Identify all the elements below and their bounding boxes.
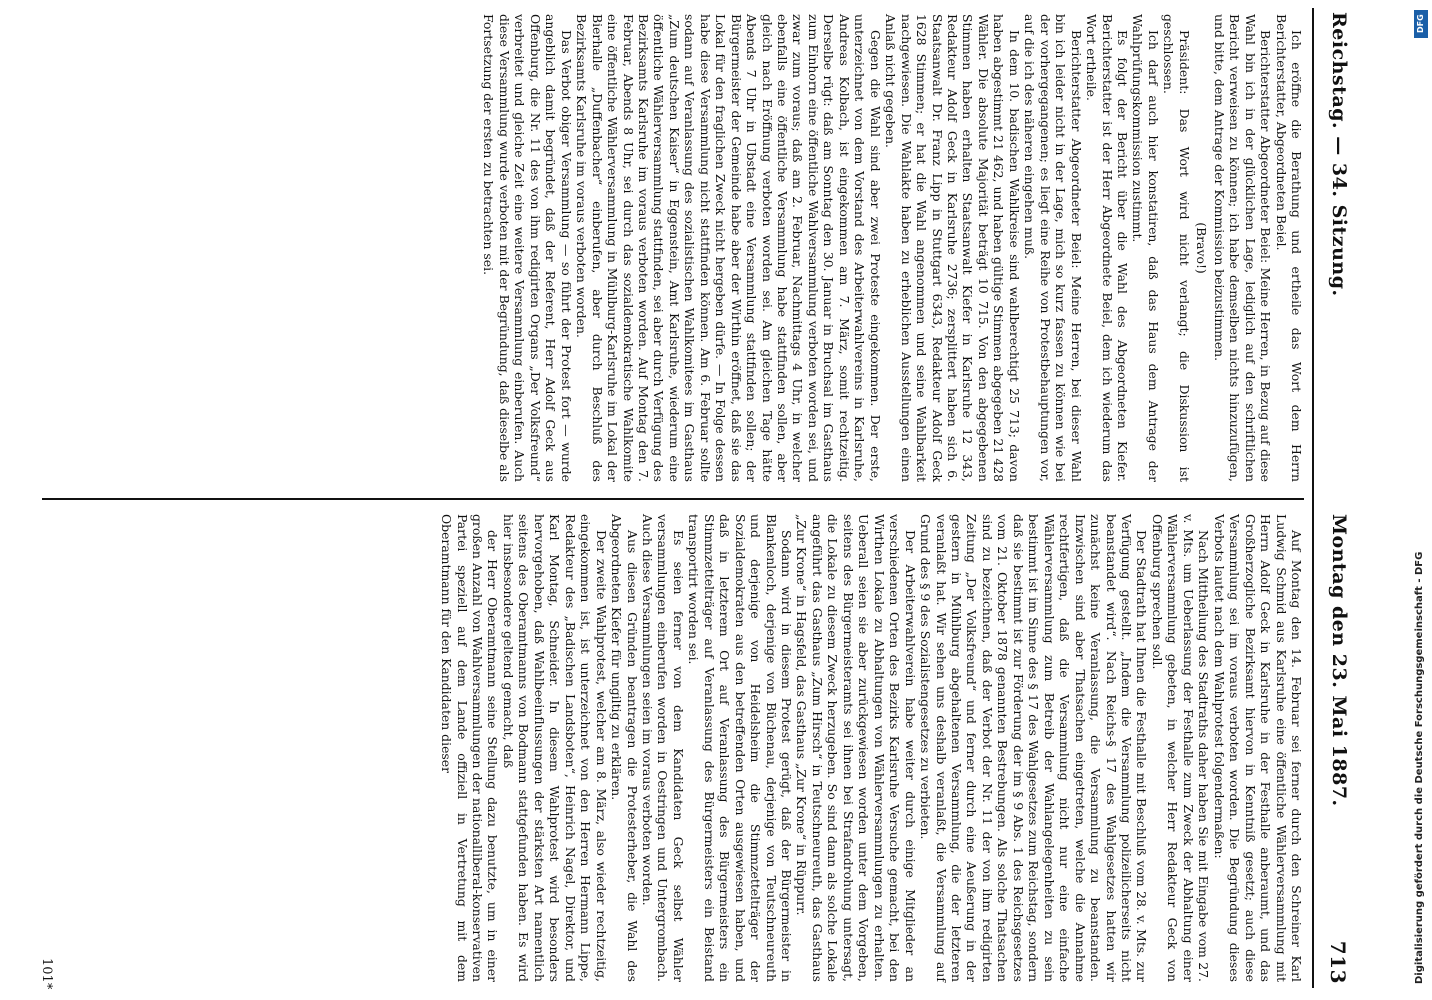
paragraph: Sodann wird in diesem Protest gerügt, daß der Bürgermeister in Blankenloch, derjenige von Büchenau, derjenige von Teutschneureuth und derjenige von Heidelsheim die Stimmzettelträger der Sozialdemokraten aus den betreffenden Orten ausgewiesen haben, und daß in letzterem Ort auf Veranlassung des Bürgermeisters ein Stimmzettelträger auf Veranlassung des Bürgermeisters ein Beistand transportirt worden sei. — [686, 514, 795, 982]
signature-mark: 101* — [39, 958, 54, 990]
paragraph: Berichterstatter Abgeordneter Beiel: Meine Herren, bei dieser Wahl bin ich leider nicht in der Lage, mich so kurz fassen zu können wie bei der vorhergegangenen; es liegt eine Reihe von Protestbehauptungen vor, auf die ich des näheren eingehen muß. — [1022, 14, 1084, 482]
dfg-funding-note: Digitalisierung gefördert durch die Deutsche Forschungsgemeinschaft - DFG — [1414, 551, 1425, 984]
paragraph: Es seien ferner von dem Kandidaten Geck selbst Wähler versammlungen einberufen worden in Oestringen und Untergrombach. Auch diese Versammlungen seien im voraus verboten worden. — [639, 514, 686, 982]
paragraph: Aus diesen Gründen beantragen die Protesterheber, die Wahl des Abgeordneten Kiefer für ungiltig zu erklären. — [609, 514, 640, 982]
header-rule — [1312, 8, 1314, 988]
dfg-sidebar — [1414, 10, 1428, 990]
paragraph: Auf Montag den 14. Februar sei ferner durch den Schreiner Karl Ludwig Schmid aus Karlsruhe eine öffentliche Wählerversammlung mit Herrn Adolf Geck in Karlsruhe in der Festhalle anberaumt, und das Großherzogliche Bezirksamt hiervon in Kenntniß gesetzt; auch diese Versammlung sei im voraus verboten worden. Die Begründung dieses Verbots lautet nach dem Wahlprotest folgendermaßen: — [1211, 514, 1304, 982]
left-column — [481, 14, 1304, 482]
column-divider — [42, 498, 1304, 500]
paragraph: Es folgt der Bericht über die Wahl des Abgeordneten Kiefer. Berichterstatter ist der Herr Abgeordnete Beiel, dem ich wiederum das Wort ertheile. — [1084, 14, 1131, 482]
paragraph: Das Verbot obiger Versammlung — so führt der Protest fort — wurde angeblich damit begründet, daß der Referent, Herr Adolf Geck aus Offenburg, die Nr. 11 des von ihm redigirten Organs „Der Volksfreund“ verbreitet und gleiche Zeit eine weitere Versammlung einberufen. Auch diese Versammlung wurde verboten mit der Begründung, daß dieselbe als Fortsetzung der ersten zu betrachten sei. — [481, 14, 574, 482]
paragraph: In dem 10. badischen Wahlkreise sind wahlberechtigt 25 713; davon haben abgestimmt 21 462, und haben gültige Stimmen abgegeben 21 428 Wähler. Die absolute Majorität beträgt 10 715. Von den abgegebenen Stimmen haben erhalten Staatsanwalt Kiefer in Karlsruhe 12 343, Redakteur Adolf Geck in Karlsruhe 2736; zersplittert haben sich 6. Staatsanwalt Dr. Franz Lipp in Stuttgart 6343, Redakteur Adolf Geck 1628 Stimmen; er hat die Wahl angenommen und seine Wahlbarkeit nachgewiesen. Die Wahlakte haben zu erheblichen Ausstellungen einen Anlaß nicht gegeben. — [883, 14, 1022, 482]
paragraph: Der Stadtrath hat Ihnen die Festhalle mit Beschluß vom 28. v. Mts. zur Verfügung gestellt. „Indem die Versammlung polizeilicherseits nicht beanstandet wird“. Nach Reichs-§ 17 des Wahlgesetzes hatten wir zunächst keine Veranlassung, die Versammlung zu beanstanden. Inzwischen sind aber Thatsachen eingetreten, welche die Annahme rechtfertigen, daß die Versammlung nicht nur eine einfache Wählerversammlung zum Betreib der Wahlangelegenheiten zu sein bestimmt ist im Sinne des § 17 des Wahlgesetzes zum Reichstag, sondern daß sie bestimmt ist zur Förderung der im § 9 Abs. 1 des Reichsgesetzes vom 21. Oktober 1878 genannten Bestrebungen. Als solche Thatsachen sind zu bezeichnen, daß der Verbot der Nr. 11 der von ihm redigirten Zeitung „Der Volksfreund“ und ferner durch eine Aeußerung in der gestern in Mühlburg abgehaltenen Versammlung, die der letzteren veranlaßt hat. Wir sehen uns deshalb veranlaßt, die Versammlung auf Grund des § 9 des Sozialistengesetzes zu verbieten. — [918, 514, 1150, 982]
paragraph: Nach Mittheilung des Stadtraths daher haben Sie mit Eingabe vom 27. v. Mts. um Ueberlassung der Festhalle zum Zweck der Abhaltung einer Wählerversammlung gebeten, in welcher Herr Redakteur Geck von Offenburg sprechen soll. — [1149, 514, 1212, 982]
paragraph: Der zweite Wahlprotest, welcher am 8. März, also wieder rechtzeitig, eingekommen ist, ist unterzeichnet von den Herren Hermann Lippe, Redakteur des „Badischen Landsboten“, Heinrich Nagel, Direktor, und Karl Montag, Schneider. In diesem Wahlprotest wird besonders hervorgehoben, daß Wahlbeeinflussungen der stärksten Art namentlich seitens des Oberamtmanns von Bodmann stattgefunden haben. Es wird hier insbesondere geltend gemacht, daß — [500, 514, 609, 982]
header-session-title: Reichstag. — 34. Sitzung. — [1328, 12, 1350, 297]
paragraph: Präsident: Das Wort wird nicht verlangt; die Diskussion ist geschlossen. — [1161, 14, 1192, 482]
paragraph: der Herr Oberamtmann seine Stellung dazu benutzte, um in einer großen Anzahl von Wahlversammlungen der nationalliberal-konservativen Partei speziell auf dem Lande offiziell in Vertretung mit dem Oberamtmann für den Kandidaten dieser — [439, 514, 501, 982]
header-date: Montag den 23. Mai 1887. — [1328, 514, 1350, 807]
paragraph: Ich eröffne die Berathung und ertheile das Wort dem Herrn Berichterstatter, Abgeordneten Beiel. — [1273, 14, 1304, 482]
right-column — [439, 514, 1304, 982]
rotated-paper — [28, 8, 1358, 988]
page-number: 713 — [1326, 940, 1350, 984]
running-header — [1314, 8, 1358, 988]
dfg-logo: DFG — [1414, 10, 1428, 38]
paragraph: Der Arbeiterwahlverein habe weiter durch einige Mitglieder an verschiedenen Orten des Bezirks Karlsruhe Versuche gemacht, bei den Wirthen Lokale zu Abhaltungen von Wählerversammlungen zu erhalten. Ueberall seien sie aber zurückgewiesen worden unter dem Vorgeben, seitens des Bürgermeisteramts sei ihnen bei Strafandrohung untersagt, die Lokale zu diesem Zweck herzugeben. So sind dann als solche Lokale angeführt das Gasthaus „Zum Hirsch“ in Teutschneureuth, das Gasthaus „Zur Krone“ in Hagsfeld, das Gasthaus „Zur Krone“ in Rüppurr. — [794, 514, 918, 982]
paragraph: Berichterstatter Abgeordneter Beiel: Meine Herren, in Bezug auf diese Wahl bin ich in der glücklichen Lage, lediglich auf den schriftlichen Bericht verweisen zu können; ich habe demselben nichts hinzuzufügen, und bitte, dem Antrage der Kommission beizustimmen. — [1211, 14, 1274, 482]
paragraph: Gegen die Wahl sind aber zwei Proteste eingekommen. Der erste, unterzeichnet von dem Vorstand des Arbeiterwahlvereins in Karlsruhe, Andreas Kolbach, ist eingekommen am 7. März, somit rechtzeitig. Derselbe rügt: daß am Sonntag den 30. Januar in Bruchsal im Gasthaus zum Einhorn eine öffentliche Wahlversammlung verboten worden sei, und zwar zum voraus; daß am 2. Februar, Nachmittags 4 Uhr, in welcher ebenfalls eine öffentliche Versammlung habe stattfinden sollen, aber gleich nach Eröffnung verboten worden sei. Am gleichen Tage hätte Abends 7 Uhr in Ubstadt eine Versammlung stattfinden sollen; der Bürgermeister der Gemeinde habe aber der Wirthin eröffnet, daß sie das Lokal für den fraglichen Zweck nicht hergeben dürfe. — In Folge dessen habe diese Versammlung nicht stattfinden können. Am 6. Februar sollte sodann auf Veranlassung des sozialistischen Wahlkomitees im Gasthaus „Zum deutschen Kaiser“ in Eggenstein, Amt Karlsruhe, wiederum eine öffentliche Wählerversammlung stattfinden, sei aber durch Verfügung des Bezirksamts Karlsruhe im voraus verboten worden. Auf Montag den 7. Februar, Abends 8 Uhr, sei durch das sozialdemokratische Wahlkomite eine öffentliche Wählerversammlung in Mühlburg-Karlsruhe im Lokal der Bierhalle „Duffenbacher“ einberufen, aber durch Beschluß des Bezirksamts Karlsruhe im voraus verboten worden. — [574, 14, 883, 482]
paragraph: Ich darf auch hier konstatiren, daß das Haus dem Antrage der Wahlprüfungskommission zustimmt. — [1130, 14, 1161, 482]
applause-note: (Bravo!) — [1194, 222, 1210, 274]
